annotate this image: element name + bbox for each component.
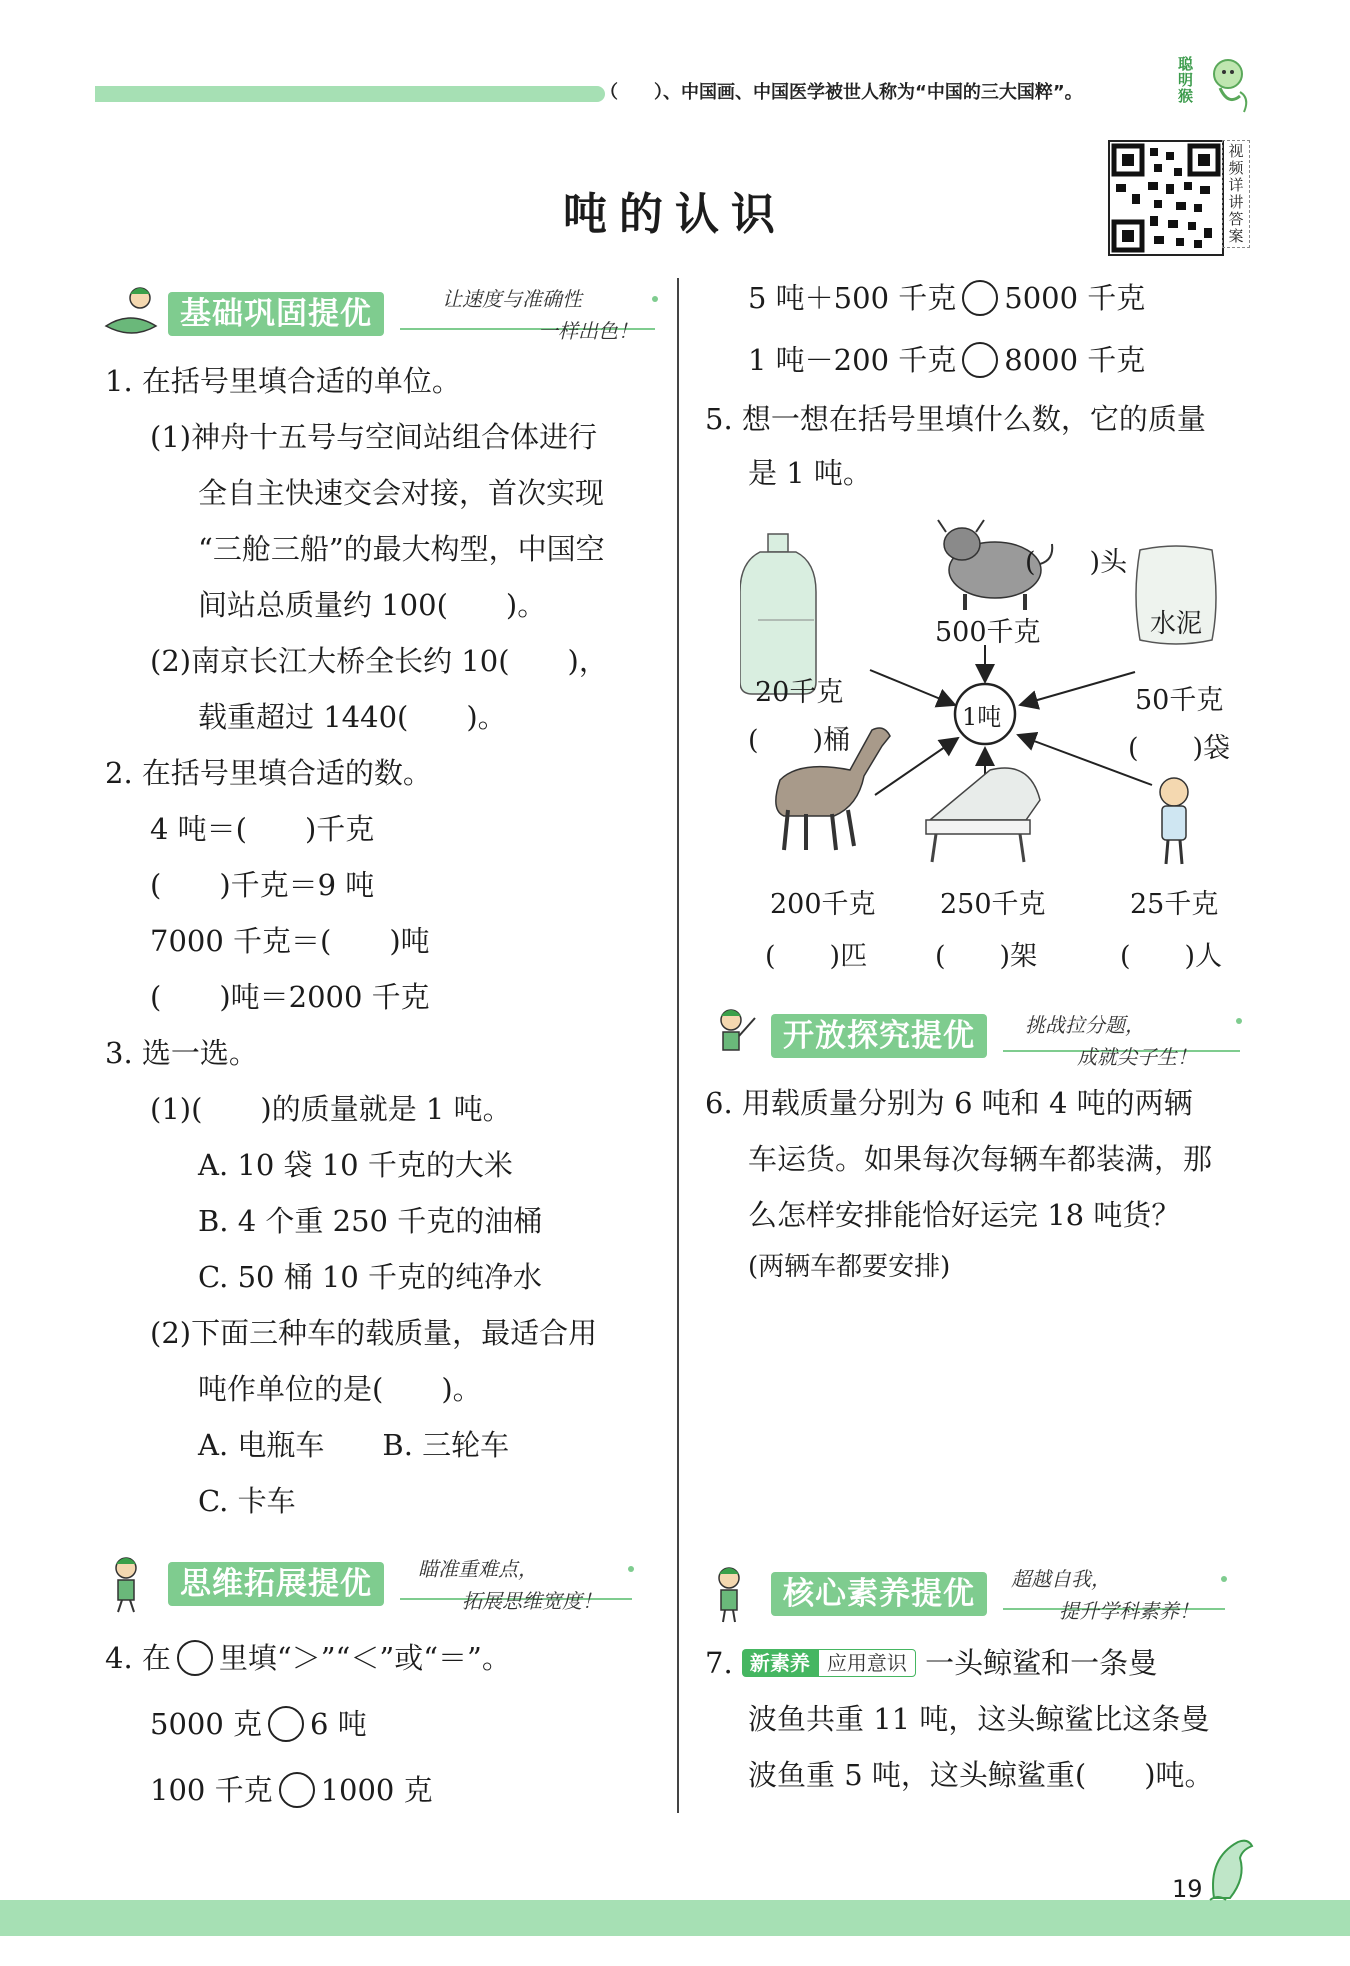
q5-stem: 5. 想一想在括号里填什么数，它的质量 bbox=[705, 402, 1206, 436]
compare-circle[interactable] bbox=[268, 1706, 304, 1742]
section-slogan: 超越自我， bbox=[1011, 1567, 1111, 1591]
q1-part1: “三舱三船”的最大构型，中国空 bbox=[198, 532, 605, 566]
q3-stem: 3. 选一选。 bbox=[105, 1036, 258, 1070]
q2-stem: 2. 在括号里填合适的数。 bbox=[105, 756, 432, 790]
compare-circle-icon bbox=[177, 1640, 213, 1676]
section-slogan: 瞄准重难点， bbox=[418, 1557, 538, 1581]
header-note: （ ）、中国画、中国医学被世人称为“中国的三大国粹”。 bbox=[600, 82, 1083, 103]
section-slogan: 成就尖子生！ bbox=[1077, 1045, 1197, 1069]
header-band bbox=[95, 86, 605, 102]
column-divider bbox=[677, 278, 679, 1813]
q2-blank[interactable]: 7000 千克＝( )吨 bbox=[150, 924, 430, 958]
piano-icon bbox=[926, 768, 1040, 862]
kid-mascot-icon bbox=[100, 1552, 162, 1614]
literacy-badge: 新素养 应用意识 bbox=[742, 1651, 916, 1675]
cement-text: 水泥 bbox=[1150, 609, 1203, 639]
boy-icon bbox=[1160, 778, 1188, 864]
q3-option-a[interactable]: A. 10 袋 10 千克的大米 bbox=[198, 1148, 513, 1182]
q5-stem: 是 1 吨。 bbox=[748, 456, 872, 490]
q4-item: 100 千克 1000 克 bbox=[150, 1773, 433, 1807]
section-label: 核心素养提优 bbox=[771, 1572, 987, 1616]
q3-part2-options[interactable]: A. 电瓶车 B. 三轮车 bbox=[198, 1428, 510, 1462]
q1-part2-blank[interactable]: 载重超过 1440( )。 bbox=[198, 700, 507, 734]
q4-stem: 4. 在 里填“＞”“＜”或“＝”。 bbox=[105, 1641, 511, 1675]
q1-part1: 全自主快速交会对接，首次实现 bbox=[198, 476, 605, 510]
compare-circle[interactable] bbox=[279, 1772, 315, 1808]
weight-label: 25千克 bbox=[1130, 889, 1219, 920]
page-title: 吨的认识 bbox=[563, 189, 787, 240]
q6-text: 车运货。如果每次每辆车都装满，那 bbox=[748, 1142, 1213, 1176]
q1-part2-blank[interactable]: (2)南京长江大桥全长约 10( )， bbox=[150, 644, 608, 678]
footer-band bbox=[0, 1900, 1350, 1936]
kid-mascot-icon bbox=[703, 1004, 765, 1066]
section-slogan: 提升学科素养！ bbox=[1059, 1599, 1199, 1623]
q3-part2-blank[interactable]: 吨作单位的是( )。 bbox=[198, 1372, 482, 1406]
section-header-thinking bbox=[100, 1552, 640, 1616]
section-label: 基础巩固提优 bbox=[168, 292, 384, 336]
section-slogan: 拓展思维宽度！ bbox=[462, 1589, 602, 1613]
q7-blank[interactable]: 波鱼重 5 吨，这头鲸鲨重( )吨。 bbox=[748, 1758, 1214, 1792]
section-slogan: 一样出色！ bbox=[538, 319, 638, 343]
unit-blank[interactable]: ( )头 bbox=[1025, 547, 1128, 578]
q3-part2-option-c[interactable]: C. 卡车 bbox=[198, 1484, 296, 1518]
q3-part2: (2)下面三种车的载质量，最适合用 bbox=[150, 1316, 598, 1350]
logo-text: 聪明猴 bbox=[1178, 55, 1194, 105]
q4-item: 5 吨＋500 千克 5000 千克 bbox=[748, 281, 1146, 315]
unit-blank[interactable]: ( )匹 bbox=[765, 941, 868, 972]
qr-label: 视频详讲答案 bbox=[1222, 140, 1250, 248]
section-header-basic bbox=[100, 282, 660, 346]
weight-label: 50千克 bbox=[1135, 685, 1224, 716]
q6-text: 么怎样安排能恰好运完 18 吨货？ bbox=[748, 1198, 1181, 1232]
unit-blank[interactable]: ( )架 bbox=[935, 941, 1038, 972]
q1-part1: (1)神舟十五号与空间站组合体进行 bbox=[150, 420, 598, 454]
compare-circle[interactable] bbox=[962, 342, 998, 378]
q7-text: 波鱼共重 11 吨，这头鲸鲨比这条曼 bbox=[748, 1702, 1210, 1736]
q3-option-b[interactable]: B. 4 个重 250 千克的油桶 bbox=[198, 1204, 543, 1238]
unit-blank[interactable]: ( )袋 bbox=[1128, 733, 1231, 764]
unit-blank[interactable]: ( )人 bbox=[1120, 941, 1223, 972]
page-number: 19 bbox=[1172, 1875, 1203, 1903]
section-header-core bbox=[703, 1562, 1233, 1626]
section-slogan: 挑战拉分题， bbox=[1025, 1013, 1145, 1037]
q1-part1-blank[interactable]: 间站总质量约 100( )。 bbox=[198, 588, 547, 622]
compare-circle[interactable] bbox=[962, 280, 998, 316]
q7-line1: 7. 新素养 应用意识 一头鲸鲨和一条曼 bbox=[705, 1646, 1158, 1680]
q6-note: (两辆车都要安排) bbox=[748, 1252, 951, 1282]
q2-blank[interactable]: ( )千克＝9 吨 bbox=[150, 868, 375, 902]
center-label: 1吨 bbox=[962, 703, 1002, 731]
dolphin-icon bbox=[1200, 1828, 1260, 1908]
q3-part1-blank[interactable]: (1)( )的质量就是 1 吨。 bbox=[150, 1092, 512, 1126]
section-header-explore bbox=[703, 1004, 1248, 1068]
section-label: 开放探究提优 bbox=[771, 1014, 987, 1058]
weight-label: 250千克 bbox=[940, 889, 1046, 920]
q3-option-c[interactable]: C. 50 桶 10 千克的纯净水 bbox=[198, 1260, 543, 1294]
q4-item: 1 吨－200 千克 8000 千克 bbox=[748, 343, 1146, 377]
weight-label: 20千克 bbox=[755, 677, 844, 708]
section-slogan: 让速度与准确性 bbox=[442, 287, 582, 311]
kid-mascot-icon bbox=[703, 1562, 765, 1624]
section-label: 思维拓展提优 bbox=[168, 1562, 384, 1606]
kid-mascot-icon bbox=[100, 282, 162, 344]
q5-diagram bbox=[740, 510, 1260, 970]
weight-label: 500千克 bbox=[935, 617, 1041, 648]
unit-blank[interactable]: ( )桶 bbox=[748, 725, 851, 756]
weight-label: 200千克 bbox=[770, 889, 876, 920]
q1-stem: 1. 在括号里填合适的单位。 bbox=[105, 364, 461, 398]
q2-blank[interactable]: ( )吨＝2000 千克 bbox=[150, 980, 430, 1014]
q6-text: 6. 用载质量分别为 6 吨和 4 吨的两辆 bbox=[705, 1086, 1193, 1120]
q4-item: 5000 克 6 吨 bbox=[150, 1707, 367, 1741]
q2-blank[interactable]: 4 吨＝( )千克 bbox=[150, 812, 375, 846]
